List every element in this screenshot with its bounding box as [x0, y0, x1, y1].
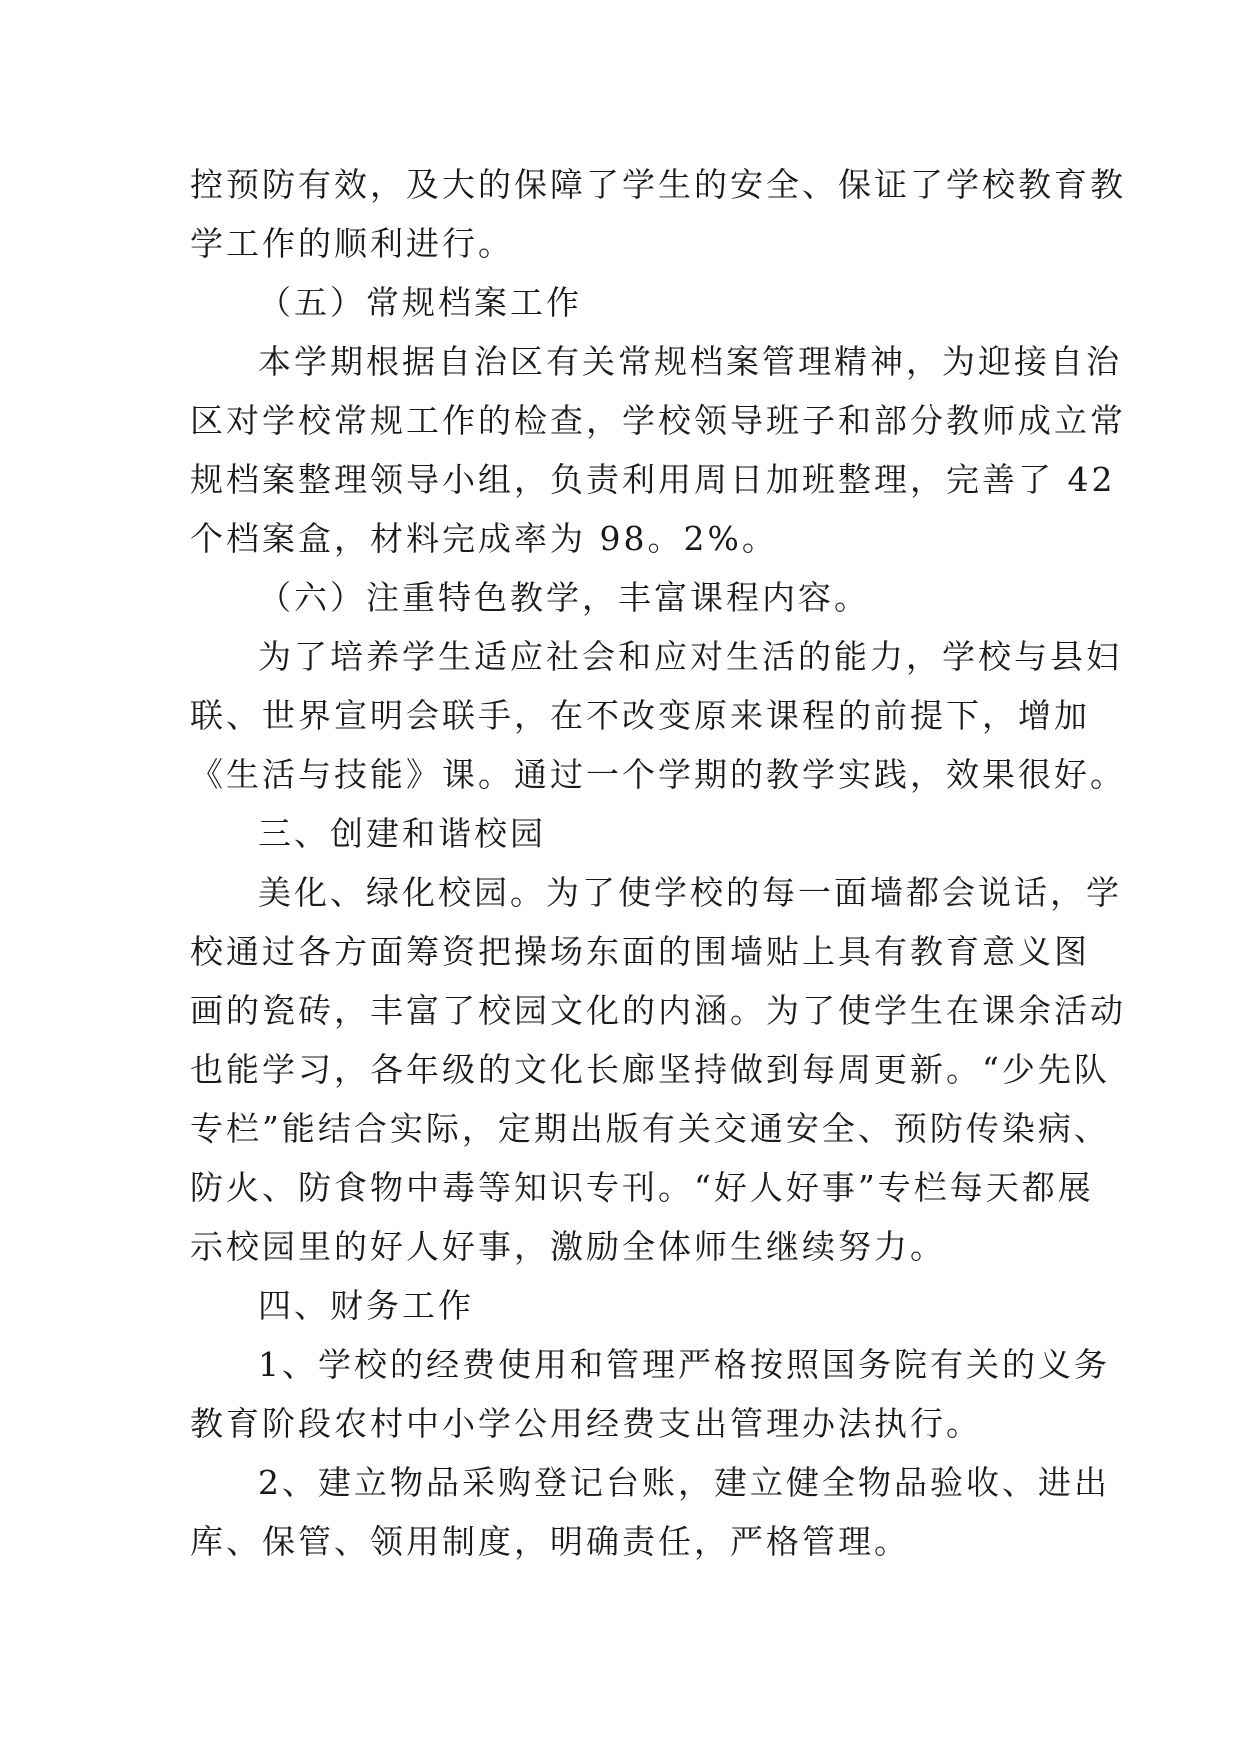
- text-line: 控预防有效，及大的保障了学生的安全、保证了学校教育教: [190, 165, 1126, 204]
- text-line: （五）常规档案工作: [258, 283, 582, 322]
- text-line: 三、创建和谐校园: [258, 814, 546, 853]
- document-body: [190, 155, 1126, 1571]
- text-line: 专栏”能结合实际，定期出版有关交通安全、预防传染病、: [190, 1109, 1110, 1148]
- text-line: 区对学校常规工作的检查，学校领导班子和部分教师成立常: [190, 401, 1126, 440]
- text-line: 美化、绿化校园。为了使学校的每一面墙都会说话，学: [258, 873, 1122, 912]
- text-line: 校通过各方面筹资把操场东面的围墙贴上具有教育意义图: [190, 932, 1090, 971]
- text-line: 教育阶段农村中小学公用经费支出管理办法执行。: [190, 1404, 982, 1443]
- text-line: 《生活与技能》课。通过一个学期的教学实践，效果很好。: [190, 755, 1126, 794]
- text-line: 防火、防食物中毒等知识专刊。“好人好事”专栏每天都展: [190, 1168, 1094, 1207]
- text-line: 学工作的顺利进行。: [190, 224, 514, 263]
- text-line: 也能学习，各年级的文化长廊坚持做到每周更新。“少先队: [190, 1050, 1110, 1089]
- text-line: （六）注重特色教学，丰富课程内容。: [258, 578, 870, 617]
- text-line: 规档案整理领导小组，负责利用周日加班整理，完善了 42: [190, 460, 1116, 499]
- text-line: 示校园里的好人好事，激励全体师生继续努力。: [190, 1227, 946, 1266]
- text-line: 四、财务工作: [258, 1286, 474, 1325]
- text-line: 个档案盒，材料完成率为 98。2%。: [190, 519, 778, 558]
- text-line: 库、保管、领用制度，明确责任，严格管理。: [190, 1522, 910, 1561]
- text-line: 联、世界宣明会联手，在不改变原来课程的前提下，增加: [190, 696, 1090, 735]
- text-line: 为了培养学生适应社会和应对生活的能力，学校与县妇: [258, 637, 1122, 676]
- text-line: 2、建立物品采购登记台账，建立健全物品验收、进出: [258, 1463, 1110, 1502]
- text-line: 1、学校的经费使用和管理严格按照国务院有关的义务: [258, 1345, 1110, 1384]
- text-line: 画的瓷砖，丰富了校园文化的内涵。为了使学生在课余活动: [190, 991, 1126, 1030]
- text-line: 本学期根据自治区有关常规档案管理精神，为迎接自治: [258, 342, 1122, 381]
